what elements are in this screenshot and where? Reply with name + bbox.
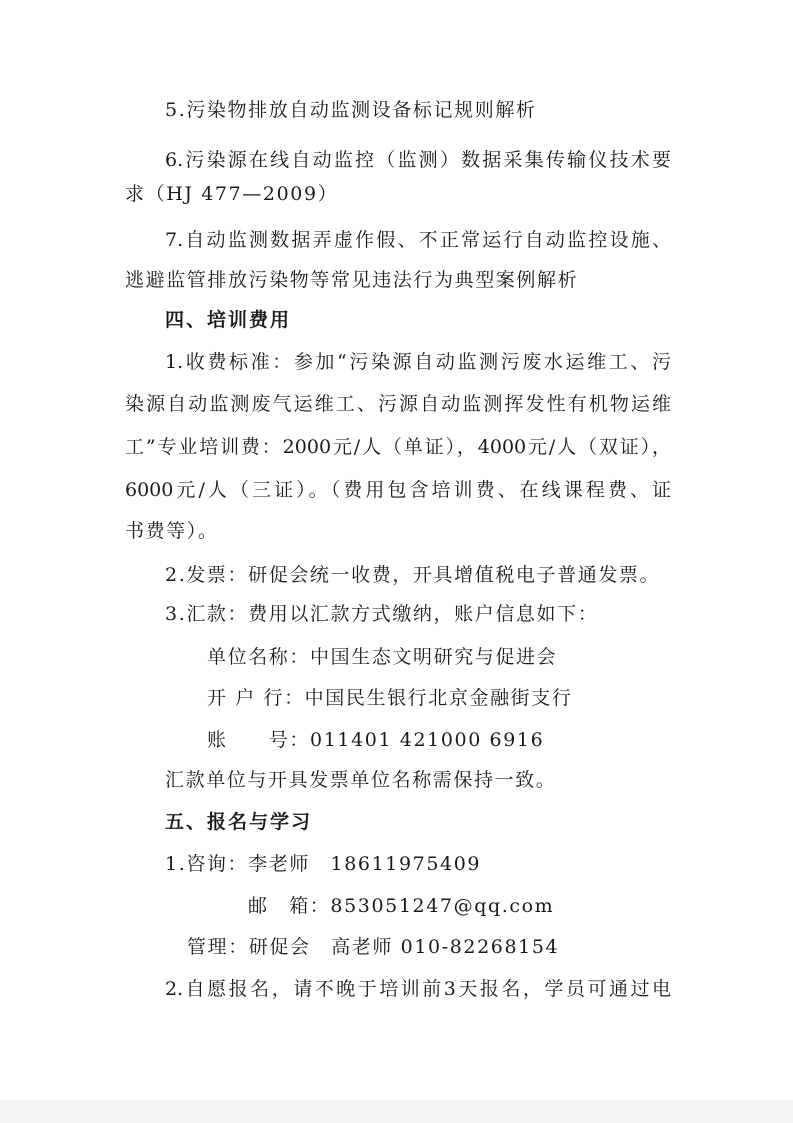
list-item-5-marking-rules: 5.污染物排放自动监测设备标记规则解析: [165, 99, 537, 121]
account-number: 账 号：011401 421000 6916: [207, 729, 545, 751]
fee-standard-line-1: 1.收费标准：参加“污染源自动监测污废水运维工、污: [165, 351, 671, 373]
list-item-6-data-collection-line-1: 6.污染源在线自动监控（监测）数据采集传输仪技术要: [165, 149, 671, 171]
fee-standard-line-2: 染源自动监测废气运维工、污源自动监测挥发性有机物运维: [125, 393, 671, 415]
invoice-paragraph: 2.发票：研促会统一收费，开具增值税电子普通发票。: [165, 564, 661, 586]
fee-standard-line-5: 书费等）。: [125, 520, 219, 542]
list-item-6-data-collection-line-2: 求（HJ 477—2009）: [125, 183, 339, 205]
consult-contact: 1.咨询：李老师 18611975409: [165, 853, 482, 875]
management-contact: 管理：研促会 高老师 010-82268154: [187, 936, 560, 958]
fee-standard-line-4: 6000元/人（三证）。（费用包含培训费、在线课程费、证: [125, 479, 671, 501]
registration-paragraph-line-1: 2.自愿报名，请不晚于培训前3天报名，学员可通过电: [165, 978, 671, 1000]
consult-email: 邮 箱：853051247@qq.com: [248, 895, 555, 917]
fee-standard-line-3: 工”专业培训费：2000元/人（单证），4000元/人（双证），: [125, 436, 671, 458]
account-unit-name: 单位名称：中国生态文明研究与促进会: [207, 646, 558, 668]
scan-bottom-edge: [0, 1100, 793, 1123]
list-item-7-violations-line-2: 逃避监管排放污染物等常见违法行为典型案例解析: [125, 269, 579, 291]
remittance-paragraph: 3.汇款：费用以汇款方式缴纳，账户信息如下：: [165, 603, 599, 625]
section-heading-training-fees: 四、培训费用: [165, 309, 292, 331]
account-bank: 开 户 行：中国民生银行北京金融街支行: [207, 687, 573, 709]
list-item-7-violations-line-1: 7.自动监测数据弄虚作假、不正常运行自动监控设施、: [165, 229, 671, 251]
remittance-note: 汇款单位与开具发票单位名称需保持一致。: [165, 769, 557, 791]
section-heading-registration: 五、报名与学习: [165, 811, 313, 833]
